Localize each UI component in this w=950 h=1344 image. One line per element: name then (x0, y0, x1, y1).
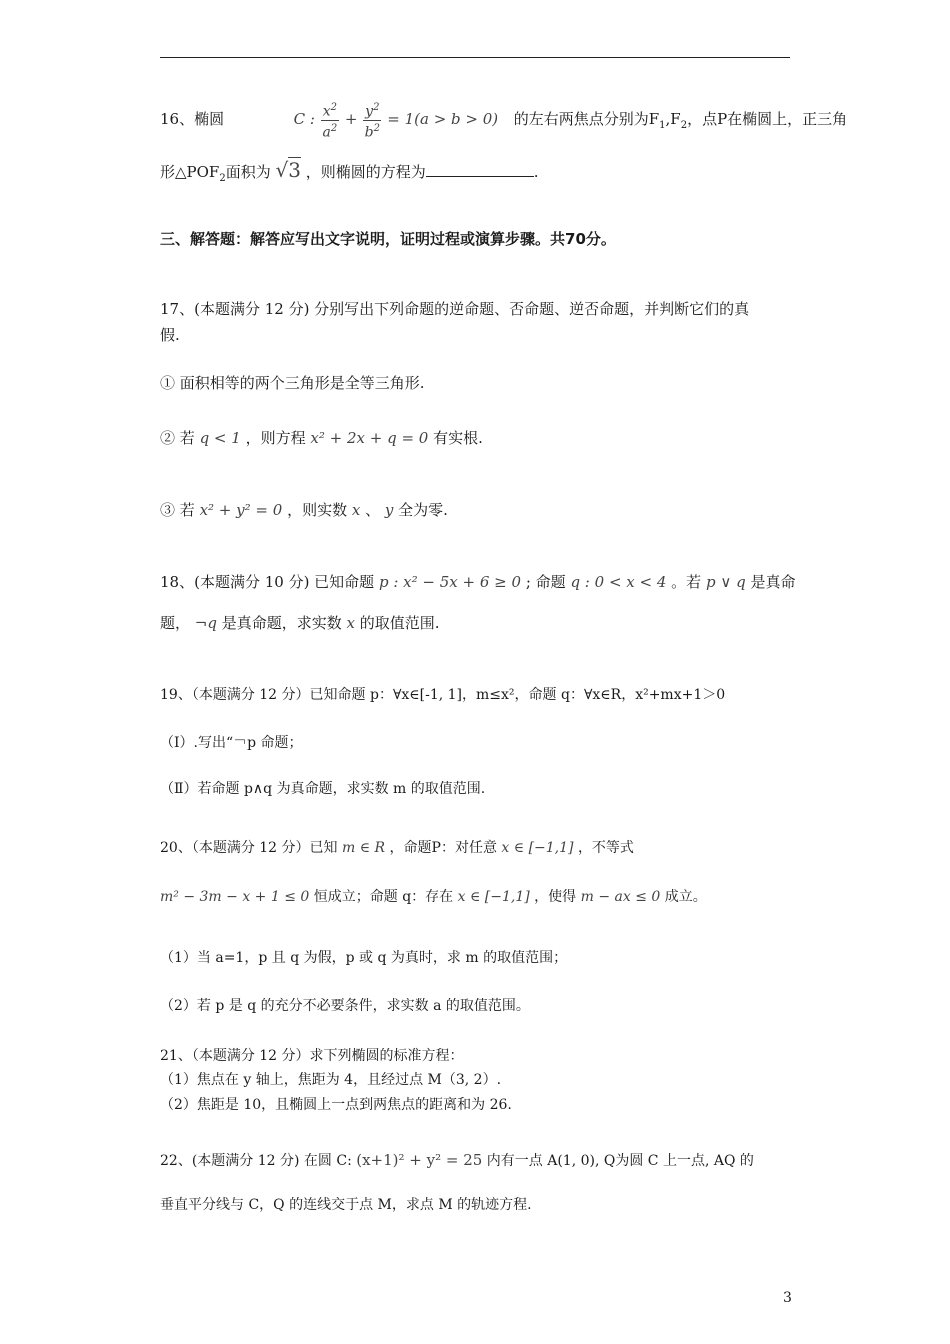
q16-label: 16、椭圆 (160, 110, 225, 129)
x-over-a-fraction: $\frac{x^2}{a^2}$ (322, 102, 338, 141)
question-17-item-1: ① 面积相等的两个三角形是全等三角形. (160, 374, 425, 392)
question-18-line-2: 题， ¬q 是真命题，求实数 x 的取值范围. (160, 614, 440, 632)
inequality-p: m² − 3m − x + 1 ≤ 0 (160, 889, 310, 905)
question-21-part-1: （1）焦点在 y 轴上，焦距为 4，且经过点 M（3, 2）. (160, 1072, 502, 1088)
section-3-heading: 三、解答题：解答应写出文字说明，证明过程或演算步骤。共70分。 (160, 230, 616, 248)
question-17-line-1: 17、(本题满分 12 分) 分别写出下列命题的逆命题、否命题、逆否命题，并判断它们的真 (160, 300, 750, 318)
q16-text-point: ，点P在椭圆上，正三角 (687, 110, 848, 129)
answer-blank[interactable] (426, 164, 534, 177)
question-17-item-2: ② 若 q < 1 ，则方程 x² + 2x + q = 0 有实根. (160, 429, 483, 447)
question-20-line-1: 20、（本题满分 12 分）已知 m ∈ R ，命题P：对任意 x ∈ [−1,1] ，不等式 (160, 840, 634, 856)
p-or-q: p ∨ q (705, 573, 746, 591)
q16-text-foci: 的左右两焦点分别为F (513, 110, 660, 129)
question-17-item-3: ③ 若 x² + y² = 0 ，则实数 x 、 y 全为零. (160, 501, 448, 519)
q16-triangle-text: 形△POF (160, 163, 220, 181)
question-21-part-2: （2）焦距是 10，且椭圆上一点到两焦点的距离和为 26. (160, 1097, 512, 1113)
ellipse-symbol: C : (293, 110, 315, 129)
question-17-line-2: 假. (160, 326, 180, 344)
not-q: ¬q (194, 614, 217, 632)
x-interval-2: x ∈ [−1,1] (457, 889, 530, 905)
question-21-line-1: 21、（本题满分 12 分）求下列椭圆的标准方程： (160, 1048, 464, 1064)
question-20-part-2: （2）若 p 是 q 的充分不必要条件，求实数 a 的取值范围。 (160, 998, 530, 1014)
question-16-line-1: 16、椭圆 C : $\frac{x^2}{a^2}$ + $\frac{y^2}{b^2}$ = 1(a > b > 0) 的左右两焦点分别为$F_1,F_2$，点P在椭圆上，正三角 (160, 102, 848, 141)
sqrt-three: √3 (275, 158, 301, 182)
question-22-line-1: 22、(本题满分 12 分) 在圆 C: (x+1)² + y² = 25 内有一点 A(1, 0), Q为圆 C 上一点, AQ 的 (160, 1151, 754, 1169)
question-22-line-2: 垂直平分线与 C，Q 的连线交于点 M，求点 M 的轨迹方程. (160, 1197, 532, 1213)
proposition-q: q : 0 < x < 4 (570, 573, 667, 591)
quadratic-equation: x² + 2x + q = 0 (310, 429, 429, 447)
question-18-line-1: 18、(本题满分 10 分) 已知命题 p : x² − 5x + 6 ≥ 0 ; 命题 q : 0 < x < 4 。若 p ∨ q 是真命 (160, 573, 796, 591)
x-interval: x ∈ [−1,1] (501, 840, 574, 856)
sum-squares-zero: x² + y² = 0 (199, 501, 283, 519)
q16-area-text: 面积为 (225, 163, 271, 181)
question-19-part-1: （Ⅰ）.写出“￢p 命题； (160, 735, 303, 751)
header-rule (160, 57, 790, 58)
question-20-part-1: （1）当 a=1，p 且 q 为假，p 或 q 为真时，求 m 的取值范围； (160, 950, 568, 966)
question-20-line-2: m² − 3m − x + 1 ≤ 0 恒成立；命题 q：存在 x ∈ [−1,1] ，使得 m − ax ≤ 0 成立。 (160, 889, 707, 905)
question-16-line-2: 形$\triangle POF_2$面积为 √3 ，则椭圆的方程为 . (160, 158, 539, 184)
proposition-p: p : x² − 5x + 6 ≥ 0 (378, 573, 522, 591)
question-19-part-2: （Ⅱ）若命题 p∧q 为真命题，求实数 m 的取值范围. (160, 781, 486, 797)
circle-equation: (x+1)² + y² = 25 (356, 1151, 483, 1169)
inequality-q: m − ax ≤ 0 (580, 889, 661, 905)
q16-ask-text: ，则椭圆的方程为 (305, 163, 426, 181)
m-in-r: m ∈ R (341, 840, 386, 856)
y-over-b-fraction: $\frac{y^2}{b^2}$ (364, 102, 380, 141)
page-number: 3 (783, 1290, 792, 1306)
condition-q-less-1: q < 1 (199, 429, 241, 447)
question-19-line-1: 19、（本题满分 12 分）已知命题 p：∀x∈[-1, 1]，m≤x²，命题 q：∀x∈R，x²+mx+1＞0 (160, 687, 726, 703)
ellipse-condition: = 1(a > b > 0) (387, 110, 499, 129)
